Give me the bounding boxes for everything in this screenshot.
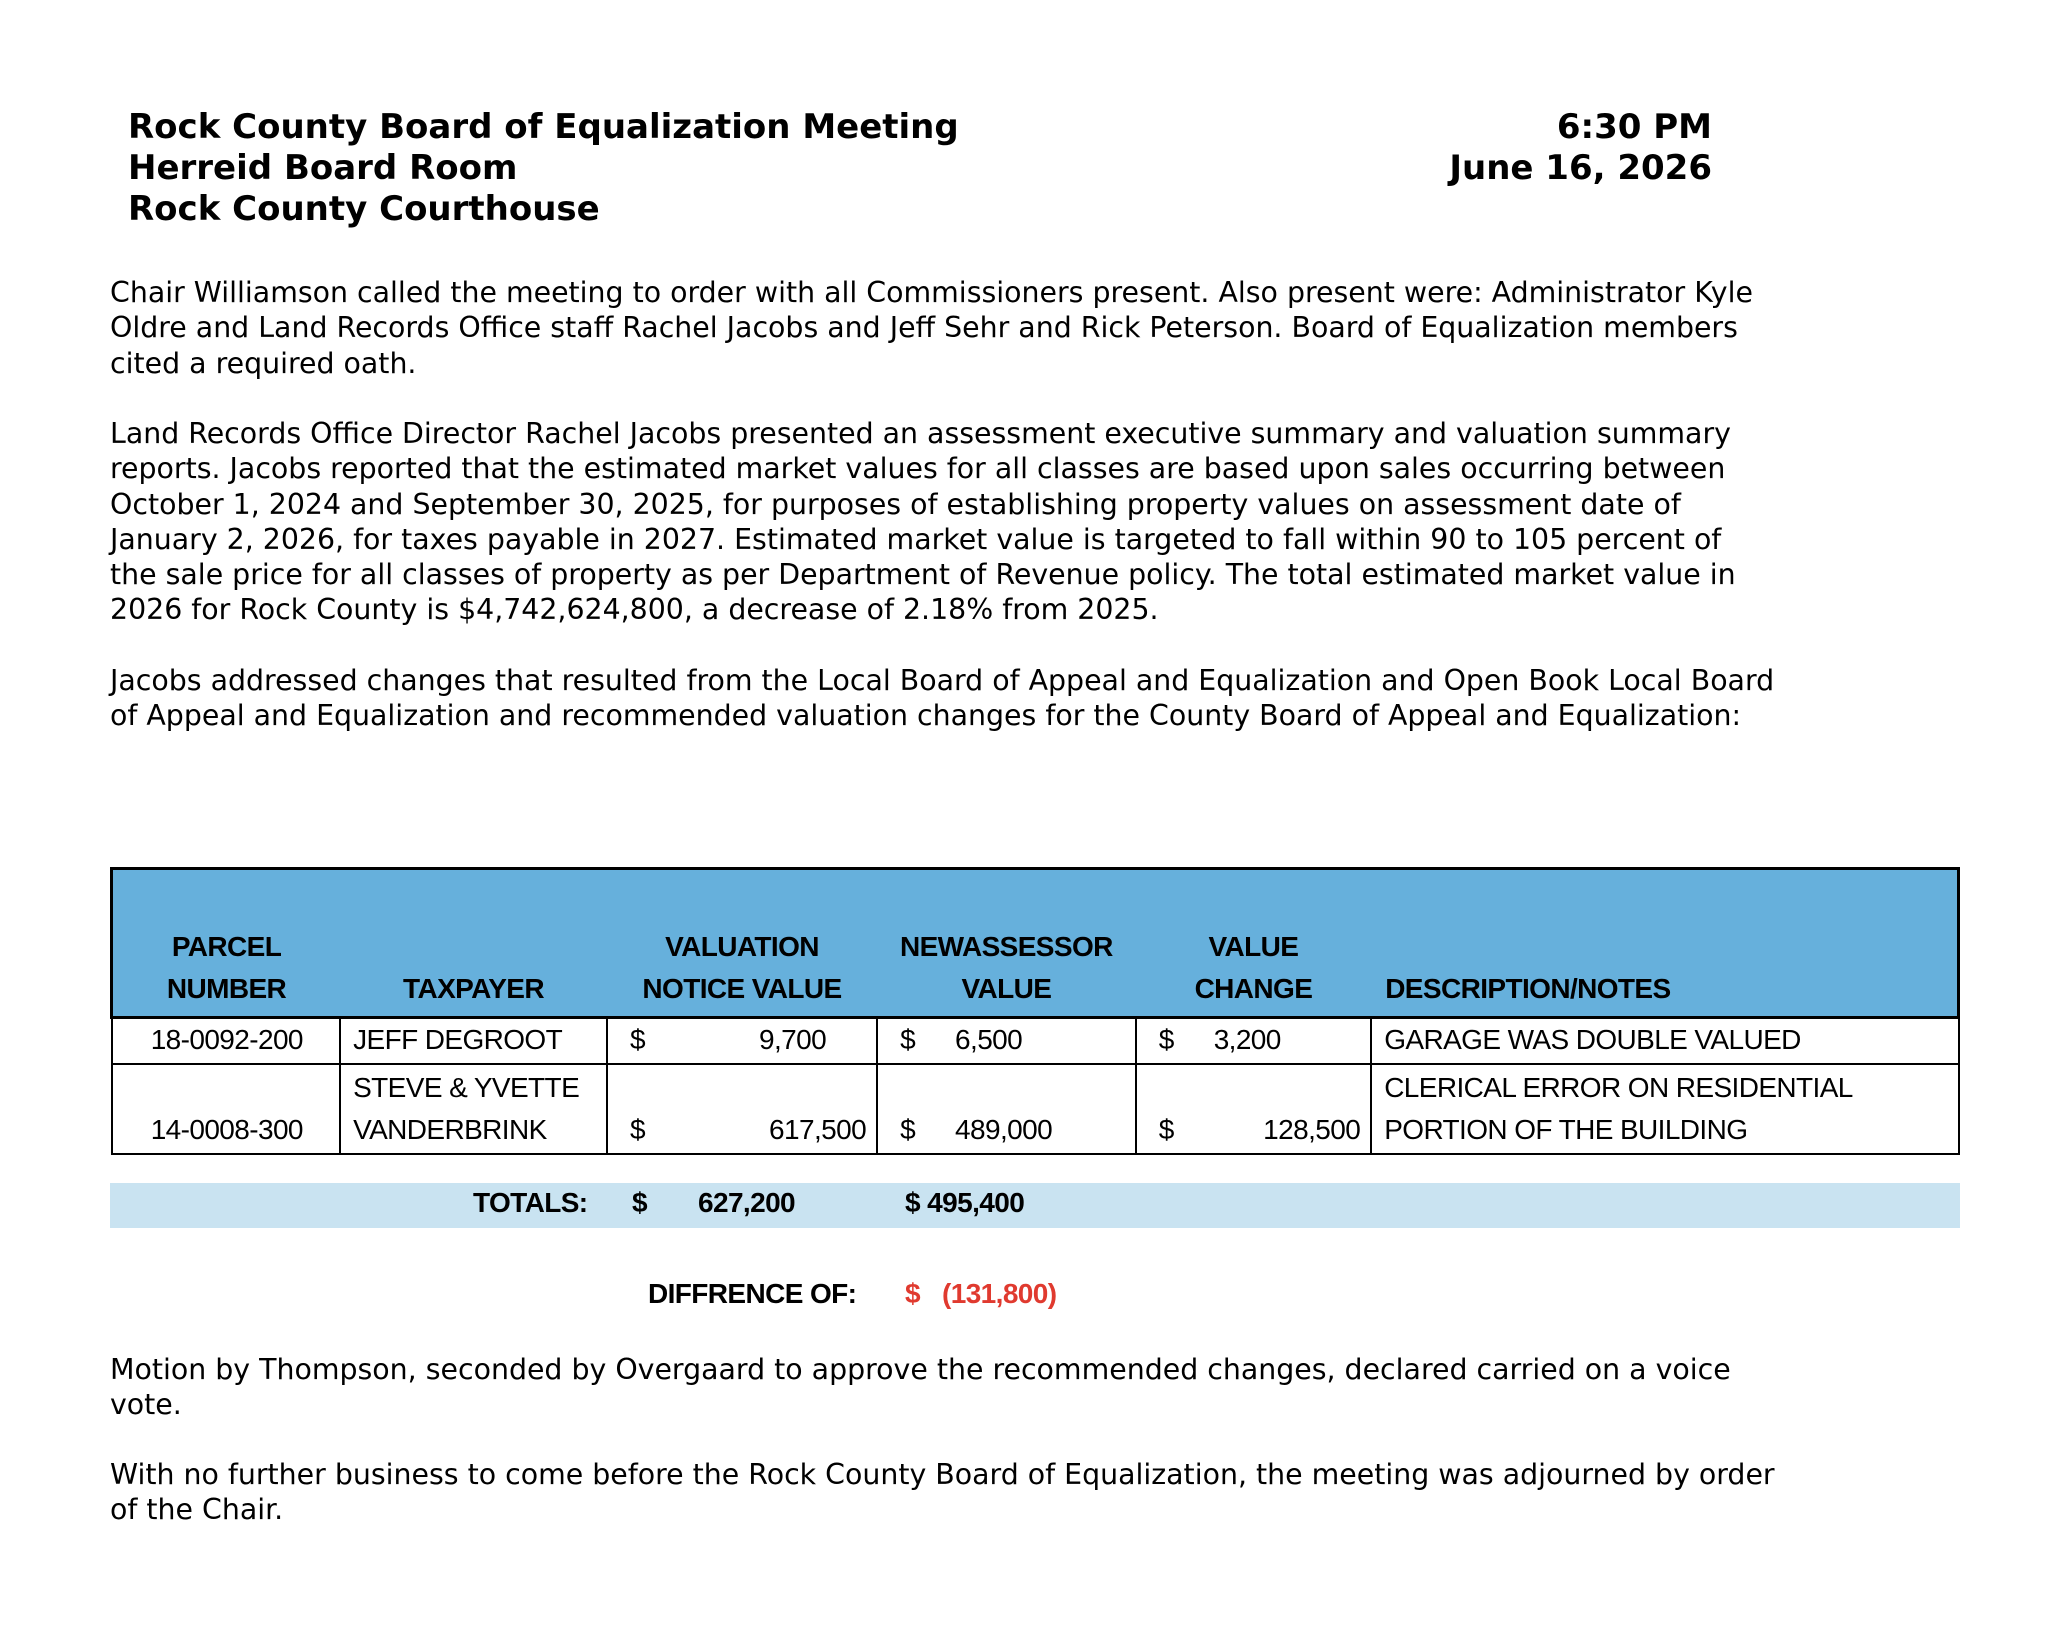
difference-value: (131,800) (942, 1278, 1057, 1309)
amount: 128,500 (1263, 1114, 1361, 1145)
text-line: Chair Williamson called the meeting to order with all Commissioners present. Also present were: Administrator Kyle (110, 276, 1753, 309)
cell-value-change (1136, 1064, 1371, 1154)
totals-new-assessor: $ 495,400 (905, 1187, 1025, 1218)
currency-symbol: $ (900, 1024, 916, 1055)
header-line: NUMBER (166, 973, 287, 1004)
text-line: October 1, 2024 and September 30, 2025, for purposes of establishing property values on assessment date of (110, 487, 1681, 521)
paragraph-adjournment (110, 1457, 1870, 1528)
amount: 3,200 (1213, 1024, 1281, 1055)
meeting-title: Rock County Board of Equalization Meeting (128, 107, 959, 147)
text-line: Motion by Thompson, seconded by Overgaard to approve the recommended changes, declared carried on a voice (110, 1353, 1731, 1386)
meeting-header (128, 107, 959, 230)
cell-description-notes (1371, 1064, 1958, 1154)
header-line: VALUATION (665, 931, 819, 962)
totals-currency-symbol: $ (632, 1187, 647, 1218)
currency-symbol: $ (1158, 1024, 1174, 1055)
text-line: With no further business to come before the Rock County Board of Equalization, the meeting was adjourned by order (110, 1458, 1775, 1491)
cell-taxpayer (340, 1018, 607, 1065)
paragraph-assessment-summary (110, 416, 1870, 628)
paragraph-call-to-order (110, 275, 1870, 381)
text-line: vote. (110, 1388, 182, 1422)
meeting-room: Herreid Board Room (128, 148, 518, 188)
text-line: January 2, 2026, for taxes payable in 2027. Estimated market value is targeted to fall within 90 to 105 percent of (110, 522, 1722, 556)
paragraph-motion (110, 1352, 1870, 1423)
currency-symbol: $ (900, 1114, 916, 1145)
header-line: NEWASSESSOR (899, 931, 1113, 962)
totals-valuation: 627,200 (698, 1187, 796, 1218)
text-line: Jacobs addressed changes that resulted from the Local Board of Appeal and Equalization and Open Book Local Board (110, 664, 1775, 697)
totals-row (110, 1183, 1960, 1228)
cell-new-assessor-value (877, 1018, 1136, 1065)
cell-value-change (1136, 1018, 1371, 1065)
cell-valuation (607, 1018, 877, 1065)
header-taxpayer (340, 869, 607, 1018)
header-line: PARCEL (171, 931, 282, 962)
header-new-assessor-value (877, 869, 1136, 1018)
meeting-time: 6:30 PM (1556, 107, 1712, 147)
cell-description-notes (1371, 1018, 1958, 1065)
cell-line: VANDERBRINK (353, 1114, 547, 1145)
amount: 9,700 (758, 1024, 827, 1055)
header-line: NOTICE VALUE (642, 973, 842, 1004)
meeting-date: June 16, 2026 (1449, 148, 1712, 188)
text-line: 2026 for Rock County is $4,742,624,800, a decrease of 2.18% from 2025. (110, 593, 1159, 627)
text-line: the sale price for all classes of property as per Department of Revenue policy. The total estimated market value in (110, 558, 1736, 592)
cell-line: CLERICAL ERROR ON RESIDENTIAL (1384, 1072, 1853, 1103)
header-parcel-number (112, 869, 341, 1018)
cell-line: JEFF DEGROOT (353, 1024, 563, 1055)
currency-symbol: $ (629, 1024, 645, 1055)
text-line: Oldre and Land Records Office staff Rachel Jacobs and Jeff Sehr and Rick Peterson. Board of Equalization members (110, 311, 1738, 345)
header-description-notes (1371, 869, 1958, 1018)
cell-parcel-number: 14-0008-300 (112, 1064, 341, 1154)
cell-new-assessor-value (877, 1064, 1136, 1154)
header-valuation-notice-value (607, 869, 877, 1018)
amount: 6,500 (955, 1024, 1023, 1055)
cell-line: GARAGE WAS DOUBLE VALUED (1384, 1024, 1801, 1055)
cell-line: STEVE & YVETTE (353, 1072, 580, 1103)
meeting-location: Rock County Courthouse (128, 189, 600, 229)
valuation-changes-table (110, 867, 1960, 1155)
cell-line: PORTION OF THE BUILDING (1384, 1114, 1748, 1145)
header-value-change (1136, 869, 1371, 1018)
header-line: TAXPAYER (403, 973, 544, 1004)
cell-parcel-number: 18-0092-200 (112, 1018, 341, 1065)
header-line: DESCRIPTION/NOTES (1385, 973, 1671, 1004)
amount: 489,000 (955, 1114, 1053, 1145)
header-line: CHANGE (1194, 973, 1313, 1004)
header-line: VALUE (1208, 931, 1299, 962)
text-line: of Appeal and Equalization and recommended valuation changes for the County Board of Appeal and Equalization: (110, 699, 1742, 733)
amount: 617,500 (769, 1114, 867, 1145)
meeting-datetime (1300, 107, 1712, 189)
text-line: Land Records Office Director Rachel Jacobs presented an assessment executive summary and valuation summary (110, 417, 1731, 450)
table-header-row (112, 869, 1959, 1018)
difference-label: DIFFRENCE OF: (648, 1278, 857, 1309)
table-row (112, 1018, 1959, 1065)
text-line: reports. Jacobs reported that the estimated market values for all classes are based upon sales occurring between (110, 452, 1726, 486)
currency-symbol: $ (1158, 1114, 1174, 1145)
paragraph-valuation-changes (110, 663, 1870, 734)
currency-symbol: $ (629, 1114, 645, 1145)
text-line: cited a required oath. (110, 346, 417, 380)
header-line: VALUE (961, 973, 1052, 1004)
cell-taxpayer (340, 1064, 607, 1154)
difference-currency-symbol: $ (905, 1278, 920, 1309)
totals-label: TOTALS: (473, 1187, 588, 1218)
cell-valuation (607, 1064, 877, 1154)
table-row (112, 1064, 1959, 1154)
text-line: of the Chair. (110, 1493, 284, 1527)
